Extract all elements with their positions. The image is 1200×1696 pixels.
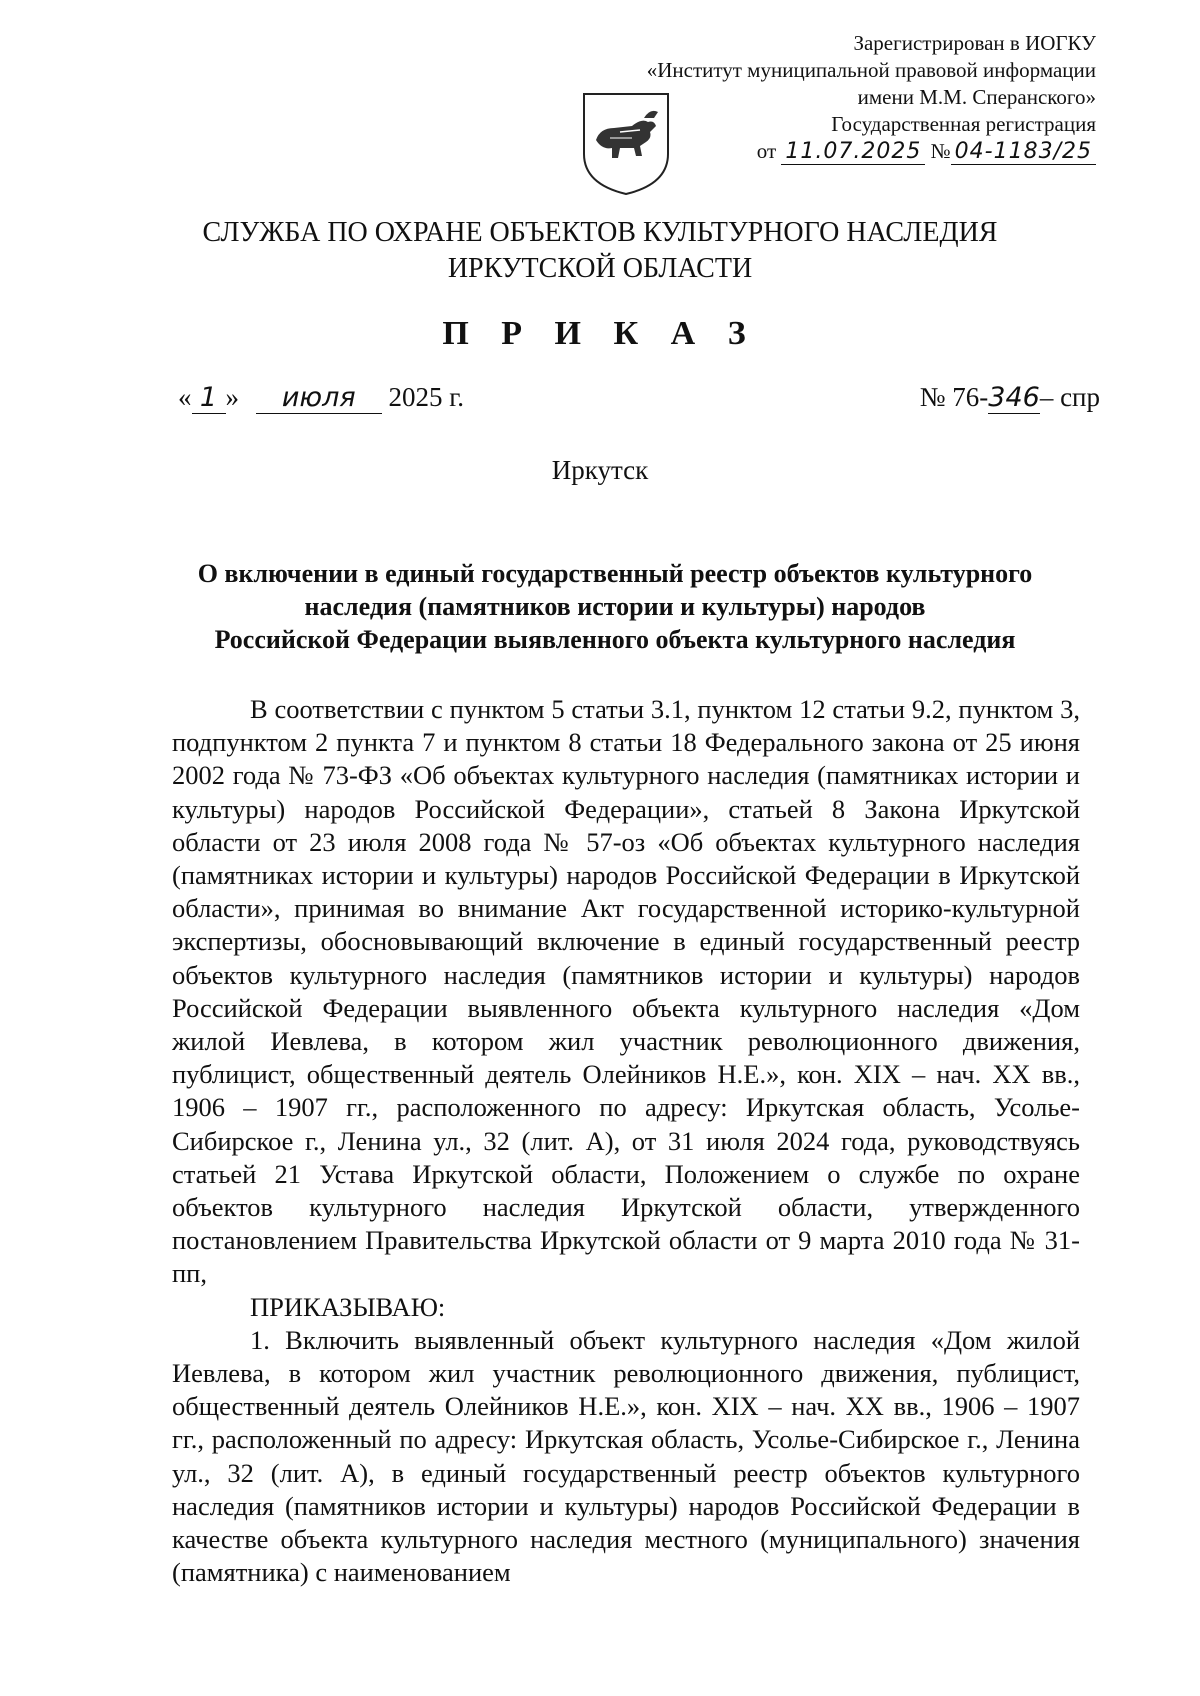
agency-line-1: СЛУЖБА ПО ОХРАНЕ ОБЪЕКТОВ КУЛЬТУРНОГО НАСЛЕДИЯ	[202, 217, 998, 248]
document-body	[172, 693, 1080, 1589]
order-number-suffix: – спр	[1039, 382, 1100, 412]
order-number-prefix: № 76-	[919, 382, 989, 412]
date-day: 1	[192, 382, 226, 414]
registration-line-2: «Институт муниципальной правовой информации	[646, 58, 1096, 82]
agency-line-2: ИРКУТСКОЙ ОБЛАСТИ	[447, 253, 753, 284]
heading-line-1: О включении в единый государственный реестр объектов культурного	[197, 559, 1033, 588]
document-type: П Р И К А З	[442, 315, 758, 352]
registration-line-3: имени М.М. Сперанского»	[857, 85, 1096, 109]
registration-line-1: Зарегистрирован в ИОГКУ	[853, 31, 1096, 55]
order-date	[178, 382, 464, 414]
registration-line-4: Государственная регистрация	[831, 112, 1096, 136]
order-item-1: 1. Включить выявленный объект культурного наследия «Дом жилой Иевлева, в котором жил участник революционного движения, публицист, общественный деятель Олейников Н.Е.», кон. XIX – нач. XX вв., 1906 – 1907 гг., расположенный по адресу: Иркутская область, Усолье-Сибирское г., Ленина ул., 32 (лит. А), в единый государственный реестр объектов культурного наследия (памятников истории и культуры) народов Российской Федерации в качестве объекта культурного наследия местного (муниципального) значения (памятника) с наименованием	[172, 1324, 1080, 1588]
document-heading	[150, 557, 1080, 656]
irkutsk-coat-of-arms-icon	[580, 88, 672, 198]
agency-name	[0, 215, 1200, 287]
date-open-quote: «	[178, 382, 192, 412]
order-word: ПРИКАЗЫВАЮ:	[250, 1291, 446, 1322]
order-number	[920, 382, 1100, 413]
city: Иркутск	[551, 455, 649, 485]
date-month: июля	[256, 382, 382, 414]
date-close-quote: »	[225, 382, 239, 412]
heading-line-2: наследия (памятников истории и культуры) народов	[304, 592, 926, 621]
registration-number: 04-1183/25	[951, 139, 1096, 165]
order-number-handwritten: 346	[988, 382, 1040, 413]
date-year: 2025 г.	[388, 382, 465, 412]
registration-date: 11.07.2025	[781, 139, 925, 165]
registration-number-prefix: №	[930, 139, 951, 163]
registration-date-prefix: от	[756, 139, 777, 163]
heading-line-3: Российской Федерации выявленного объекта культурного наследия	[214, 625, 1016, 654]
preamble-paragraph: В соответствии с пунктом 5 статьи 3.1, пунктом 12 статьи 9.2, пунктом 3, подпунктом 2 пункта 7 и пунктом 8 статьи 18 Федерального закона от 25 июня 2002 года № 73-ФЗ «Об объектах культурного наследия (памятниках истории и культуры) народов Российской Федерации», статьей 8 Закона Иркутской области от 23 июля 2008 года № 57-оз «Об объектах культурного наследия (памятниках истории и культуры) народов Российской Федерации в Иркутской области», принимая во внимание Акт государственной историко-культурной экспертизы, обосновывающий включение в единый государственный реестр объектов культурного наследия (памятников истории и культуры) народов Российской Федерации выявленного объекта культурного наследия «Дом жилой Иевлева, в котором жил участник революционного движения, публицист, общественный деятель Олейников Н.Е.», кон. XIX – нач. XX вв., 1906 – 1907 гг., расположенного по адресу: Иркутская область, Усолье-Сибирское г., Ленина ул., 32 (лит. А), от 31 июля 2024 года, руководствуясь статьей 21 Устава Иркутской области, Положением о службе по охране объектов культурного наследия Иркутской области, утвержденного постановлением Правительства Иркутской области от 9 марта 2010 года № 31-пп,	[172, 694, 1080, 1289]
